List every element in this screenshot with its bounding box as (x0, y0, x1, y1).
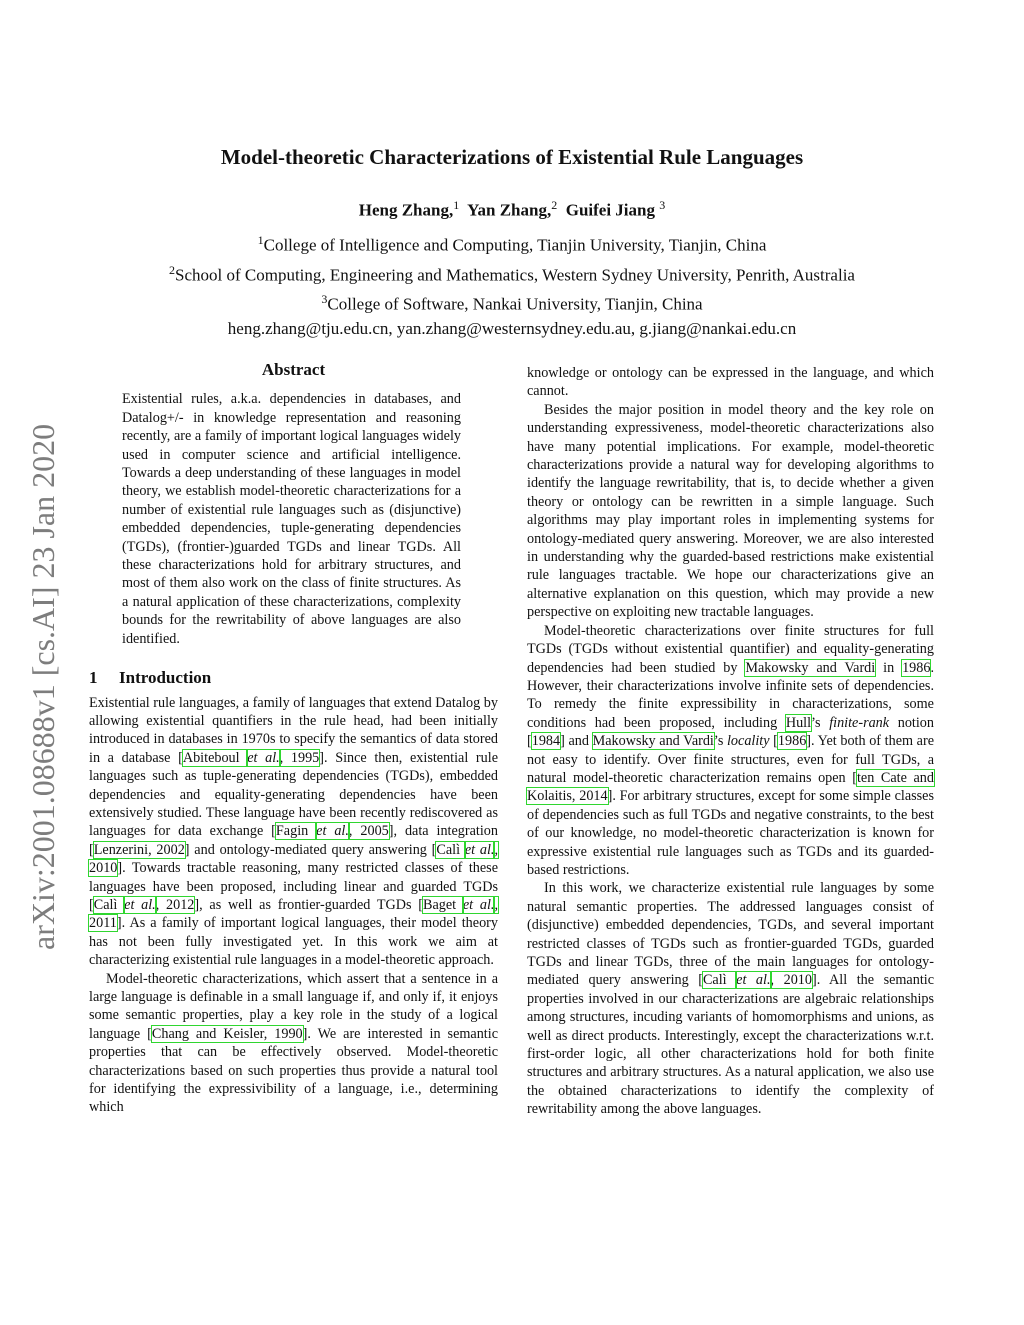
citation-link[interactable]: Abiteboul (182, 749, 248, 766)
text-run: [ (769, 733, 778, 750)
paragraph (89, 970, 498, 1117)
citation-link[interactable]: et al. (736, 972, 771, 989)
affiliation-mark: 1 (257, 233, 264, 247)
paragraph (527, 879, 934, 1118)
affiliation-text: College of Intelligence and Computing, Tianjin University, Tianjin, China (263, 235, 767, 255)
affiliation-text: School of Computing, Engineering and Mathematics, Western Sydney University, Penrith, Australia (175, 265, 855, 285)
paragraph (89, 694, 498, 970)
citation-link[interactable]: Lenzerini, 2002 (93, 841, 185, 858)
section-title: Introduction (119, 668, 212, 688)
citation-link[interactable]: Makowsky and Vardi (592, 733, 714, 750)
abstract-text: Existential rules, a.k.a. dependencies in databases, and Datalog+/- in knowledge representation and reasoning recently, are a family of important logical languages widely used in computer science and artificial intelligence. Towards a deep understanding of these languages in model theory, we establish model-theoretic characterizations for a number of existential rule languages such as (disjunctive) embedded dependencies, tuple-generating dependencies (TGDs), (frontier-)guarded TGDs and linear TGDs. All these characterizations hold for arbitrary structures, and most of them also work on the class of finite structures. As a natural application of these characterizations, complexity bounds for the rewritability of above languages are also identified. (122, 391, 461, 647)
text-run: Model-theoretic characterizations, which assert that a sentence in a large language is definable in a small language if, and only if, it enjoys some semantic properties, play a key role in the study of a logical language [ (89, 970, 498, 1042)
text-run: notion [ (527, 714, 934, 750)
text-run: ] and (560, 733, 593, 750)
citation-link[interactable]: 1986 (902, 659, 931, 676)
text-run: Model-theoretic characterizations over finite structures for full TGDs (TGDs without existential quantifier) and equality-generating dependencies had been studied by (527, 622, 934, 676)
citation-link[interactable]: , 1995 (279, 749, 320, 766)
citation-link[interactable]: , 2011 (89, 896, 498, 932)
author-name: Heng Zhang, (358, 200, 454, 220)
citation-link[interactable]: et al. (462, 896, 495, 913)
citation-link[interactable]: Hull (785, 714, 812, 731)
text-run: ]. All the semantic properties involved in our characterizations are algebraic relationships among structures, incuding variants of homomorphisms and unions, as well as direct products. Interestingly, except the characterizations w.r.t. first-order logic, all other characterizations hold for both finite structures and arbitrary structures. As a natural application, we also use the obtained characterizations to identify the complexity of rewritability among the above languages. (527, 972, 935, 1118)
text-run: ]. Yet both of them are not easy to identify. Over finite structures, even for full TGDs, a natural model-theoretic characterization remains open [ (527, 733, 934, 786)
left-column (89, 361, 498, 1117)
paragraph (527, 622, 934, 880)
author-mark: 1 (453, 198, 460, 212)
citation-link[interactable]: Makowsky and Vardi (745, 659, 876, 676)
author-name: Guifei Jiang (565, 200, 655, 220)
citation-link[interactable]: 1986 (777, 733, 807, 750)
section-heading (89, 669, 498, 687)
citation-link[interactable]: , 2010 (89, 841, 499, 877)
author-mark: 2 (551, 198, 558, 212)
affiliation-mark: 2 (169, 262, 176, 277)
text-run: in (875, 659, 903, 676)
text-run: finite-rank (829, 714, 890, 731)
citation-link[interactable]: ten Cate and Kolaitis, 2014 (527, 769, 934, 805)
affiliation-text: College of Software, Nankai University, Tianjin, China (327, 294, 703, 314)
text-run: Besides the major position in model theory and the key role on understanding expressiveness, model-theoretic characterizations also have many potential implications. For example, model-theoretic characterizations provide a natural way for developing algorithms to identify the language rewritability, that is, to decide whether a given theory or ontology can be rewritten in a simple language. Such algorithms may play important roles in implementing systems for ontology-mediated query answering. Moreover, we are also interested in understanding why the guarded-based restrictions make existential rule languages tractable. We hope our characterizations give an alternative explanation on this question, which may provide a new perspective on exploiting new tractable languages. (527, 401, 934, 621)
text-run: ’s (811, 714, 830, 731)
citation-link[interactable]: Chang and Keisler, 1990 (151, 1025, 303, 1042)
citation-link[interactable]: Baget (423, 896, 463, 913)
text-run: ], data integration [ (89, 823, 498, 858)
citation-link[interactable]: Calì (436, 841, 465, 858)
citation-link[interactable]: et al. (124, 896, 156, 913)
text-run: ]. We are interested in semantic properties that can be effectively observed. Model-theoretic characterizations based on such properties thus provide a natural tool for identifying the expressivibility of a language, i.e., determining which (89, 1025, 498, 1116)
text-run: In this work, we characterize existential rule languages by some natural semantic properties. The addressed languages consist of (disjunctive) embedded dependencies, TGDs, and several important restricted classes of TGDs such as frontier-guarded TGDs, guarded TGDs and linear TGDs, three of the main languages for ontology-mediated query answering [ (527, 880, 934, 989)
text-run: ]. Towards tractable reasoning, many restricted classes of these languages have been proposed, including linear and guarded TGDs [ (89, 860, 498, 913)
affiliations (0, 228, 1024, 341)
text-run: ]. Since then, existential rule languages such as tuple-generating dependencies (TGDs), embedded dependencies and equality-generating dependencies have been extensively studied. These language have been recently rediscovered as languages for data exchange [ (89, 749, 498, 840)
paper-title: Model-theoretic Characterizations of Existential Rule Languages (220, 145, 804, 169)
citation-link[interactable]: Calì (702, 972, 737, 989)
text-run: ], as well as frontier-guarded TGDs [ (194, 896, 424, 913)
citation-link[interactable]: et al. (247, 749, 280, 766)
affiliation-mark: 3 (321, 292, 328, 307)
affiliation-line (0, 258, 1024, 288)
text-run: . However, their characterizations involve infinite sets of dependencies. To remedy the finite expressibility in characterizations, some conditions had been proposed, including (527, 659, 934, 731)
author-mark: 3 (659, 198, 666, 212)
citation-link[interactable]: et al. (464, 841, 495, 858)
author-list (0, 198, 1024, 221)
affiliation-line (0, 228, 1024, 258)
text-run: ] and ontology-mediated query answering [ (184, 841, 437, 858)
citation-link[interactable]: et al. (316, 823, 349, 840)
citation-link[interactable]: , 2010 (770, 972, 812, 989)
citation-link[interactable]: , 2005 (348, 823, 389, 840)
citation-link[interactable]: Fagin (275, 823, 317, 840)
text-run: ]. As a family of important logical languages, their model theory has not been fully investigated yet. In this work we aim at characterizing existential rule languages in a model-theoretic approach. (89, 915, 498, 969)
right-column (527, 364, 934, 1119)
arxiv-identifier: arXiv:2001.08688v1 [cs.AI] 23 Jan 2020 (25, 423, 61, 950)
paragraph (527, 364, 934, 401)
author-name: Yan Zhang, (467, 200, 552, 220)
email-line: heng.zhang@tju.edu.cn, yan.zhang@westernsydney.edu.au, g.jiang@nankai.edu.cn (227, 318, 797, 338)
affiliation-line (0, 287, 1024, 317)
citation-link[interactable]: , 2012 (155, 896, 195, 913)
text-run: ]. For arbitrary structures, except for some simple classes of dependencies such as full TGDs and negative constraints, to the best of our knowledge, no model-theoretic characterization is known for expressive existential rule languages such as TGDs and its guarded-based restrictions. (527, 788, 934, 878)
citation-link[interactable]: 1984 (531, 733, 561, 750)
citation-link[interactable]: Calì (93, 896, 125, 913)
section-number: 1 (89, 668, 98, 688)
text-run: locality (726, 733, 770, 750)
abstract-body (89, 390, 498, 648)
text-run: knowledge or ontology can be expressed in the language, and which cannot. (527, 365, 934, 400)
abstract-heading: Abstract (261, 360, 326, 379)
paragraph (527, 401, 934, 622)
text-run: Existential rule languages, a family of languages that extend Datalog by allowing existential quantifiers in the rule head, had been initially introduced in databases in 1970s to specify the semantics of data stored in a database [ (89, 694, 498, 766)
text-run: ’s (713, 733, 727, 750)
